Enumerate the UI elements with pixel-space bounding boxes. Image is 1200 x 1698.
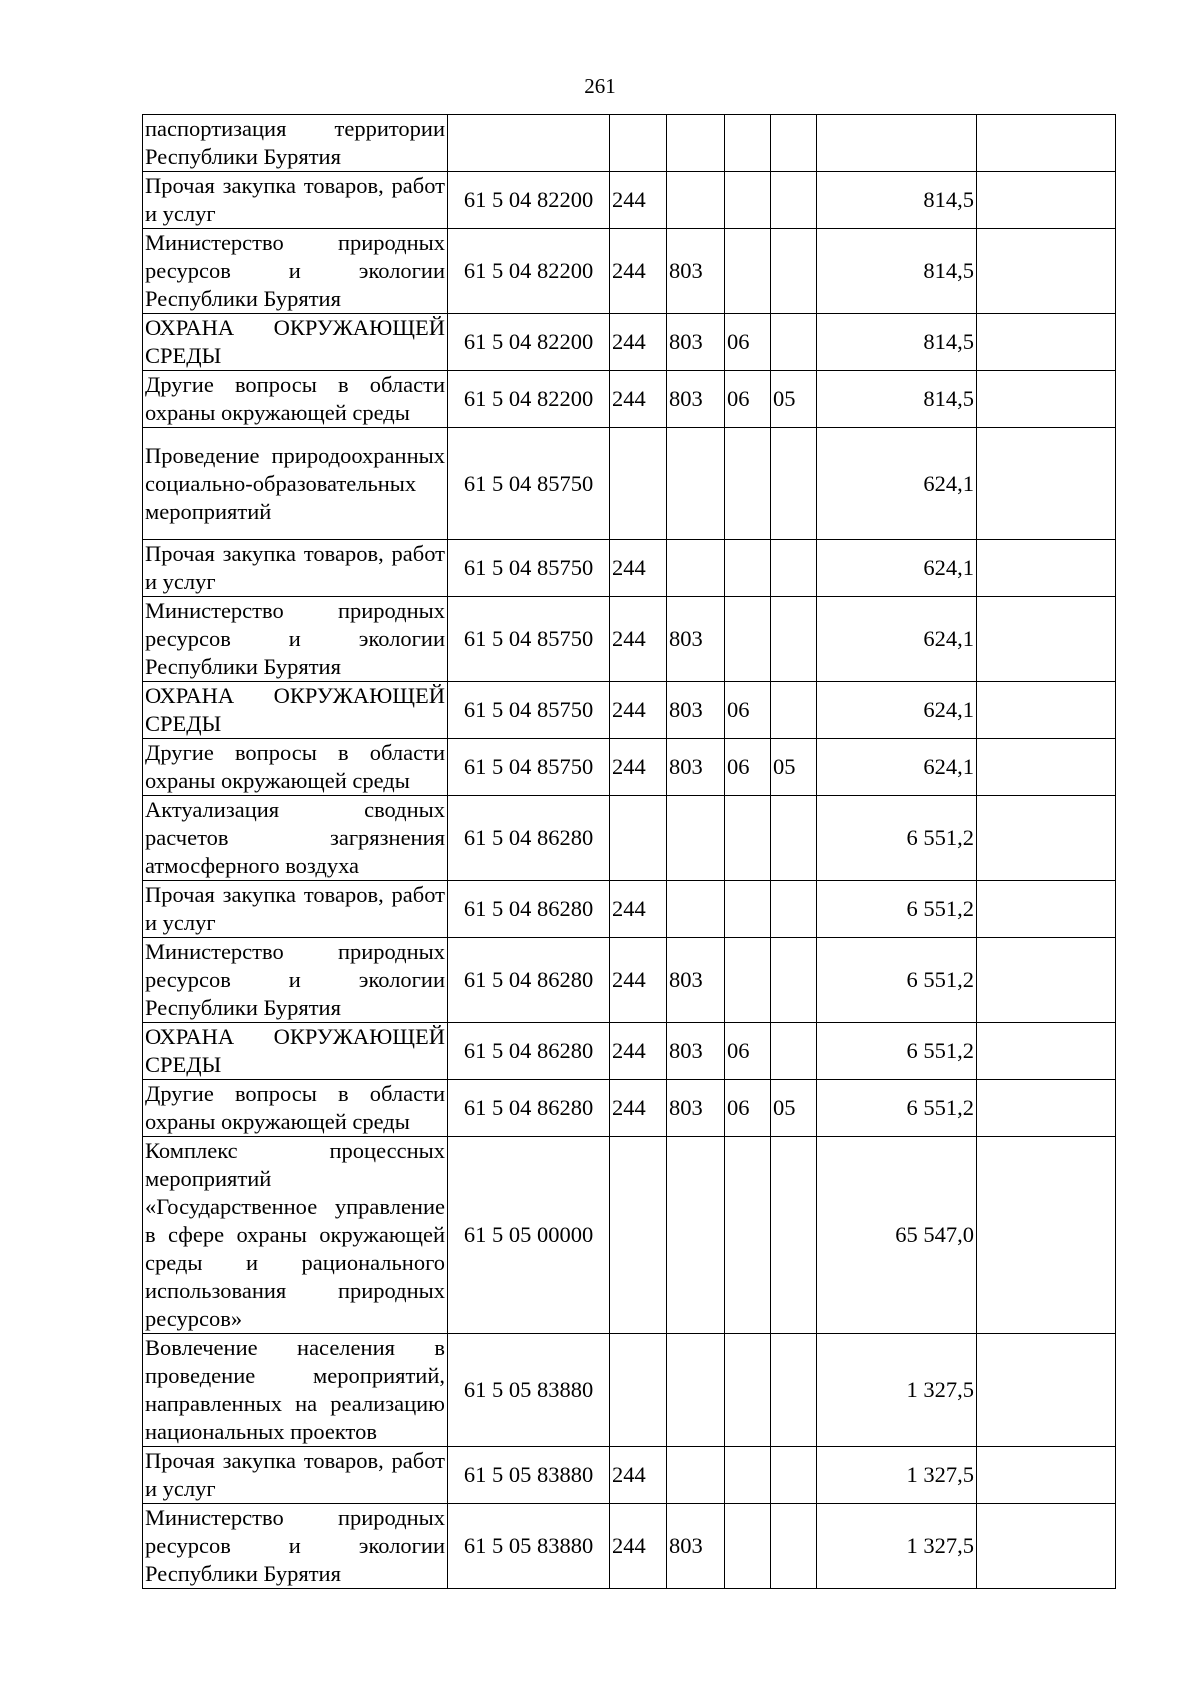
cell-amount: 624,1 xyxy=(817,540,977,597)
cell-section: 06 xyxy=(725,1080,771,1137)
cell-subsection xyxy=(771,796,817,881)
cell-extra xyxy=(977,796,1116,881)
cell-target-code: 61 5 04 85750 xyxy=(448,597,610,682)
cell-expense-type: 244 xyxy=(610,1504,667,1589)
cell-extra xyxy=(977,938,1116,1023)
cell-subsection xyxy=(771,1334,817,1447)
cell-section xyxy=(725,796,771,881)
cell-section: 06 xyxy=(725,682,771,739)
cell-extra xyxy=(977,881,1116,938)
table-row xyxy=(143,597,1116,682)
cell-name: Прочая закупка товаров, работ и услуг xyxy=(143,1447,448,1504)
cell-subsection xyxy=(771,938,817,1023)
cell-expense-type: 244 xyxy=(610,172,667,229)
cell-target-code: 61 5 04 85750 xyxy=(448,428,610,540)
table-row xyxy=(143,938,1116,1023)
cell-subsection xyxy=(771,1137,817,1334)
cell-section: 06 xyxy=(725,739,771,796)
cell-expense-type: 244 xyxy=(610,371,667,428)
cell-expense-type: 244 xyxy=(610,739,667,796)
cell-target-code: 61 5 04 85750 xyxy=(448,540,610,597)
cell-subsection xyxy=(771,881,817,938)
cell-amount: 624,1 xyxy=(817,682,977,739)
cell-amount: 624,1 xyxy=(817,739,977,796)
cell-target-code: 61 5 05 00000 xyxy=(448,1137,610,1334)
cell-expense-type xyxy=(610,115,667,172)
table-row xyxy=(143,115,1116,172)
cell-target-code: 61 5 04 82200 xyxy=(448,314,610,371)
cell-ministry-code: 803 xyxy=(667,938,725,1023)
cell-ministry-code xyxy=(667,115,725,172)
cell-extra xyxy=(977,314,1116,371)
cell-target-code: 61 5 04 85750 xyxy=(448,682,610,739)
cell-ministry-code: 803 xyxy=(667,739,725,796)
cell-amount: 814,5 xyxy=(817,172,977,229)
cell-name: Министерство природных ресурсов и экологии Республики Бурятия xyxy=(143,597,448,682)
cell-extra xyxy=(977,1080,1116,1137)
cell-name: Вовлечение населения в проведение мероприятий, направленных на реализацию национальных проектов xyxy=(143,1334,448,1447)
cell-section xyxy=(725,115,771,172)
cell-subsection: 05 xyxy=(771,739,817,796)
cell-subsection xyxy=(771,540,817,597)
cell-name: Прочая закупка товаров, работ и услуг xyxy=(143,881,448,938)
cell-target-code: 61 5 04 86280 xyxy=(448,1080,610,1137)
cell-subsection xyxy=(771,428,817,540)
cell-subsection xyxy=(771,172,817,229)
cell-name: паспортизация территории Республики Бурятия xyxy=(143,115,448,172)
cell-name: Актуализация сводных расчетов загрязнения атмосферного воздуха xyxy=(143,796,448,881)
table-row xyxy=(143,229,1116,314)
cell-subsection xyxy=(771,1447,817,1504)
cell-section xyxy=(725,1447,771,1504)
cell-subsection xyxy=(771,1504,817,1589)
cell-section xyxy=(725,172,771,229)
cell-target-code xyxy=(448,115,610,172)
cell-amount xyxy=(817,115,977,172)
cell-ministry-code xyxy=(667,428,725,540)
cell-ministry-code xyxy=(667,540,725,597)
table-row xyxy=(143,1080,1116,1137)
cell-section xyxy=(725,540,771,597)
cell-target-code: 61 5 04 82200 xyxy=(448,172,610,229)
cell-expense-type: 244 xyxy=(610,229,667,314)
cell-ministry-code: 803 xyxy=(667,314,725,371)
cell-section xyxy=(725,1137,771,1334)
cell-section xyxy=(725,597,771,682)
cell-extra xyxy=(977,540,1116,597)
cell-target-code: 61 5 05 83880 xyxy=(448,1334,610,1447)
cell-ministry-code xyxy=(667,1334,725,1447)
cell-section xyxy=(725,938,771,1023)
table-row xyxy=(143,540,1116,597)
cell-amount: 6 551,2 xyxy=(817,1023,977,1080)
cell-name: Другие вопросы в области охраны окружающей среды xyxy=(143,739,448,796)
cell-subsection xyxy=(771,1023,817,1080)
cell-subsection: 05 xyxy=(771,371,817,428)
cell-section xyxy=(725,1334,771,1447)
cell-subsection: 05 xyxy=(771,1080,817,1137)
cell-expense-type: 244 xyxy=(610,314,667,371)
cell-extra xyxy=(977,1137,1116,1334)
cell-target-code: 61 5 05 83880 xyxy=(448,1447,610,1504)
cell-section: 06 xyxy=(725,1023,771,1080)
cell-amount: 814,5 xyxy=(817,314,977,371)
cell-amount: 6 551,2 xyxy=(817,1080,977,1137)
cell-amount: 624,1 xyxy=(817,428,977,540)
cell-amount: 814,5 xyxy=(817,371,977,428)
cell-target-code: 61 5 04 86280 xyxy=(448,881,610,938)
table-row xyxy=(143,796,1116,881)
cell-amount: 6 551,2 xyxy=(817,881,977,938)
cell-extra xyxy=(977,1023,1116,1080)
cell-expense-type: 244 xyxy=(610,597,667,682)
cell-name: ОХРАНА ОКРУЖАЮЩЕЙ СРЕДЫ xyxy=(143,314,448,371)
cell-ministry-code xyxy=(667,172,725,229)
cell-ministry-code: 803 xyxy=(667,1080,725,1137)
table-row xyxy=(143,371,1116,428)
table-row xyxy=(143,1447,1116,1504)
cell-extra xyxy=(977,371,1116,428)
cell-ministry-code: 803 xyxy=(667,682,725,739)
cell-name: ОХРАНА ОКРУЖАЮЩЕЙ СРЕДЫ xyxy=(143,682,448,739)
cell-subsection xyxy=(771,115,817,172)
cell-name: Прочая закупка товаров, работ и услуг xyxy=(143,172,448,229)
cell-expense-type: 244 xyxy=(610,938,667,1023)
cell-target-code: 61 5 04 86280 xyxy=(448,938,610,1023)
table-row xyxy=(143,739,1116,796)
cell-extra xyxy=(977,682,1116,739)
cell-ministry-code xyxy=(667,1137,725,1334)
cell-section xyxy=(725,428,771,540)
cell-name: Проведение природоохранных социально-образовательных мероприятий xyxy=(143,428,448,540)
table-body xyxy=(143,115,1116,1589)
cell-extra xyxy=(977,428,1116,540)
table-row xyxy=(143,682,1116,739)
page-number: 261 xyxy=(584,74,616,98)
cell-ministry-code: 803 xyxy=(667,371,725,428)
cell-name: Другие вопросы в области охраны окружающей среды xyxy=(143,1080,448,1137)
cell-ministry-code xyxy=(667,881,725,938)
cell-section: 06 xyxy=(725,371,771,428)
cell-expense-type: 244 xyxy=(610,540,667,597)
cell-target-code: 61 5 04 86280 xyxy=(448,1023,610,1080)
cell-extra xyxy=(977,597,1116,682)
cell-subsection xyxy=(771,597,817,682)
table-row xyxy=(143,1504,1116,1589)
cell-extra xyxy=(977,229,1116,314)
cell-section: 06 xyxy=(725,314,771,371)
cell-subsection xyxy=(771,229,817,314)
cell-ministry-code: 803 xyxy=(667,1504,725,1589)
cell-amount: 624,1 xyxy=(817,597,977,682)
cell-target-code: 61 5 04 86280 xyxy=(448,796,610,881)
cell-name: Министерство природных ресурсов и экологии Республики Бурятия xyxy=(143,1504,448,1589)
cell-ministry-code xyxy=(667,796,725,881)
cell-name: Прочая закупка товаров, работ и услуг xyxy=(143,540,448,597)
table-row xyxy=(143,881,1116,938)
cell-subsection xyxy=(771,314,817,371)
cell-section xyxy=(725,881,771,938)
cell-name: Другие вопросы в области охраны окружающей среды xyxy=(143,371,448,428)
cell-target-code: 61 5 04 82200 xyxy=(448,371,610,428)
cell-expense-type xyxy=(610,428,667,540)
cell-amount: 1 327,5 xyxy=(817,1504,977,1589)
table-row xyxy=(143,172,1116,229)
cell-target-code: 61 5 05 83880 xyxy=(448,1504,610,1589)
cell-subsection xyxy=(771,682,817,739)
cell-ministry-code: 803 xyxy=(667,597,725,682)
cell-ministry-code: 803 xyxy=(667,1023,725,1080)
cell-target-code: 61 5 04 82200 xyxy=(448,229,610,314)
cell-amount: 814,5 xyxy=(817,229,977,314)
cell-extra xyxy=(977,1447,1116,1504)
cell-extra xyxy=(977,115,1116,172)
cell-section xyxy=(725,229,771,314)
cell-target-code: 61 5 04 85750 xyxy=(448,739,610,796)
cell-extra xyxy=(977,739,1116,796)
cell-expense-type: 244 xyxy=(610,1023,667,1080)
cell-expense-type xyxy=(610,1334,667,1447)
cell-name: ОХРАНА ОКРУЖАЮЩЕЙ СРЕДЫ xyxy=(143,1023,448,1080)
cell-ministry-code: 803 xyxy=(667,229,725,314)
budget-table xyxy=(142,114,1116,1589)
cell-extra xyxy=(977,1504,1116,1589)
cell-ministry-code xyxy=(667,1447,725,1504)
cell-amount: 65 547,0 xyxy=(817,1137,977,1334)
table-row xyxy=(143,1334,1116,1447)
cell-expense-type xyxy=(610,1137,667,1334)
cell-extra xyxy=(977,1334,1116,1447)
cell-amount: 1 327,5 xyxy=(817,1334,977,1447)
cell-name: Министерство природных ресурсов и экологии Республики Бурятия xyxy=(143,938,448,1023)
cell-amount: 1 327,5 xyxy=(817,1447,977,1504)
cell-name: Министерство природных ресурсов и экологии Республики Бурятия xyxy=(143,229,448,314)
cell-amount: 6 551,2 xyxy=(817,938,977,1023)
cell-expense-type: 244 xyxy=(610,1080,667,1137)
cell-expense-type: 244 xyxy=(610,682,667,739)
cell-expense-type: 244 xyxy=(610,1447,667,1504)
cell-extra xyxy=(977,172,1116,229)
table-row xyxy=(143,1137,1116,1334)
table-row xyxy=(143,428,1116,540)
table-row xyxy=(143,314,1116,371)
cell-amount: 6 551,2 xyxy=(817,796,977,881)
cell-section xyxy=(725,1504,771,1589)
cell-expense-type xyxy=(610,796,667,881)
cell-name: Комплекс процессных мероприятий «Государственное управление в сфере охраны окружающей среды и рационального использования природных ресурсов» xyxy=(143,1137,448,1334)
table-row xyxy=(143,1023,1116,1080)
cell-expense-type: 244 xyxy=(610,881,667,938)
